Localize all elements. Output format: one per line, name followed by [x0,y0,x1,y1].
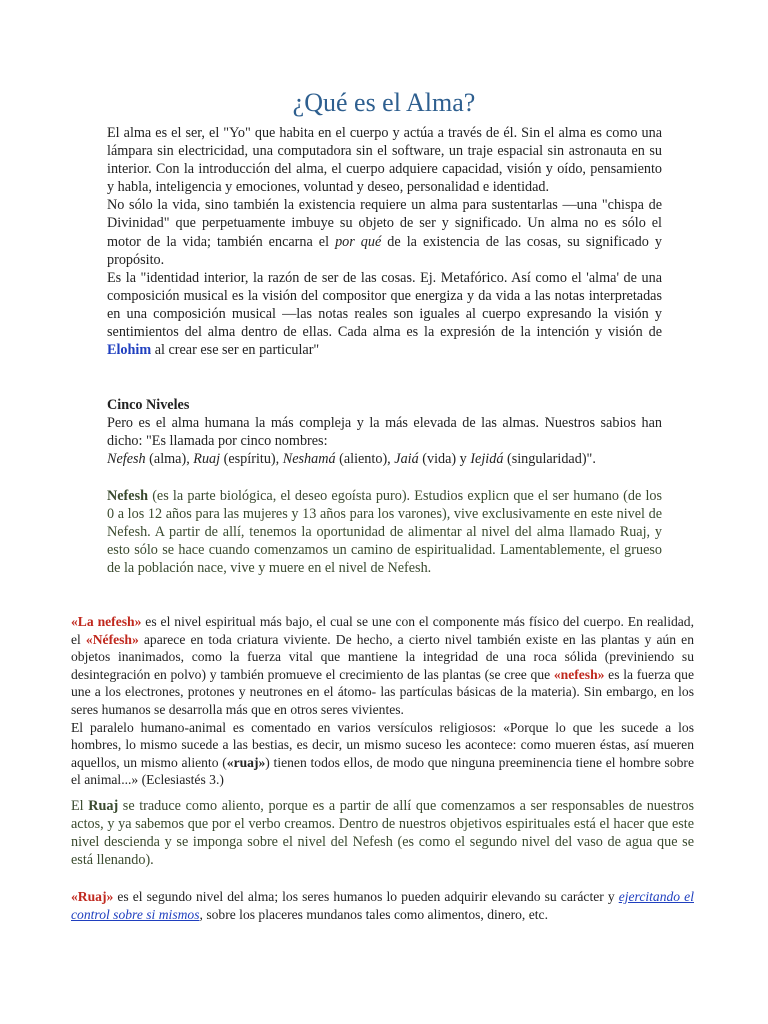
eclesiastes-paragraph [71,719,694,789]
intro-paragraph-3 [107,269,662,359]
ruaj-detail-text-a: es el segundo nivel del alma; los seres humanos lo pueden adquirir elevando su carácter y [113,889,619,904]
elohim-link[interactable]: Elohim [107,342,152,359]
nefesh-paragraph [107,487,662,577]
nivel-neshama-gloss: (aliento), [335,451,395,468]
nivel-neshama: Neshamá [282,451,336,468]
ruaj-detail-paragraph [71,888,694,923]
nefesh-detail-paragraph [71,613,694,719]
ruaj-term: Ruaj [88,798,119,814]
nefesh-term-2: «Néfesh» [85,631,139,647]
eclesiastes-text-b: ) tienen todos ellos, de modo que ninguna preeminencia tiene el hombre sobre el animal...» (Eclesiastés 3.) [71,754,694,788]
control-link[interactable]: ejercitando el control sobre si mismos [71,889,694,922]
ruaj-text-a: El [71,798,89,814]
ruaj-section [71,797,694,869]
intro-paragraph-1: El alma es el ser, el "Yo" que habita en el cuerpo y actúa a través de él. Sin el alma es como una lámpara sin electricidad, una computadora sin el software, un traje espacial sin astronauta en su interior. Con la introducción del alma, el cuerpo adquiere capacidad, visión y oído, pensamiento y habla, inteligencia y emociones, voluntad y deseo, personalidad e identidad. [107,125,662,196]
intro-p2-text-a: No sólo la vida, sino también la existencia requiere un alma para sustentarlas —una "chispa de Divinidad" que perpetuamente imbuye su objeto de ser y significado. Un alma no es sólo el motor de la vida; también encarna el [107,197,662,250]
ruaj-paragraph [71,797,694,869]
niveles-heading-text: Cinco Niveles [107,397,190,413]
nivel-ruaj-gloss: (espíritu), [220,451,283,468]
ruaj-quote-term: «ruaj» [226,754,266,770]
intro-p3-text-a: Es la "identidad interior, la razón de ser de las cosas. Ej. Metafórico. Así como el 'alma' de una composición musical es la visión del compositor que energiza y da vida a las notas interpretadas en una composición musical —las notas reales son iguales al cuerpo expresando la visión y sentimientos del alma dentro de ellas. Cada alma es la expresión de la intención y visión de [107,269,662,341]
nefesh-detail-text-2: aparece en toda criatura viviente. De hecho, a cierto nivel también existe en las plantas y aún en objetos inanimados, como la fuerza vital que mantiene la integridad de una roca sólida (previniendo su desintegración en polvo) y también promueve el crecimiento de las plantas (se cree que [71,631,695,682]
eclesiastes-text-a: El paralelo humano-animal es comentado en varios versículos religiosos: «Porque lo que les sucede a los hombres, lo mismo sucede a las bestias, es decir, un mismo suceso les acontece: como mueren éstas, así mueren aquellos, un mismo aliento ( [71,719,694,770]
intro-p2-italic: por qué [335,233,382,250]
intro-p2-text-b: de la existencia de las cosas, su significado y propósito. [107,233,662,268]
intro-paragraph-2 [107,196,662,268]
nivel-ruaj: Ruaj [193,451,221,468]
nefesh-term-3: «nefesh» [553,666,605,682]
nefesh-term: Nefesh [107,488,148,504]
nivel-jaia-gloss: (vida) y [418,451,471,468]
niveles-text: Pero es el alma humana la más compleja y la más elevada de las almas. Nuestros sabios han dicho: "Es llamada por cinco nombres: [107,415,662,450]
nivel-nefesh: Nefesh [107,451,146,468]
intro-section [107,124,662,359]
nefesh-section [107,487,662,577]
ruaj-quoted-term: «Ruaj» [71,889,114,904]
page-title: ¿Qué es el Alma? [292,88,476,117]
niveles-heading [107,396,662,414]
nefesh-detail-text-3: es la fuerza que une a los electrones, protones y neutrones en el átomo- las partículas básicas de la materia). Sin embargo, en los seres humanos se desarrolla más que en otros seres vivientes. [71,666,694,717]
nivel-iejida: Iejidá [470,451,504,468]
niveles-list [107,450,662,468]
nivel-nefesh-gloss: (alma), [145,451,194,468]
nivel-jaia: Jaiá [394,451,419,468]
ruaj-detail-section [71,888,694,923]
ruaj-text-b: se traduce como aliento, porque es a partir de allí que comenzamos a ser responsables de nuestros actos, y ya sabemos que por el verbo creamos. Dentro de nuestros objetivos espirituales está el hacer que este nivel descienda y se imponga sobre el nivel del Nefesh (es como el segundo nivel del vaso de agua que se está llenando). [71,798,695,869]
nivel-iejida-gloss: (singularidad)". [503,451,596,468]
intro-p3-text-b: al crear ese ser en particular" [151,342,320,359]
nefesh-detail-text-1: es el nivel espiritual más bajo, el cual se une con el componente más físico del cuerpo. En realidad, el [71,614,694,647]
niveles-section [107,396,662,468]
nefesh-detail-section [71,613,694,789]
ruaj-detail-text-b: , sobre los placeres mundanos tales como alimentos, dinero, etc. [199,906,548,922]
nefesh-text: (es la parte biológica, el deseo egoísta puro). Estudios explicn que el ser humano (de los 0 a los 12 años para las mujeres y 13 años para los varones), vive exclusivamente en este nivel de Nefesh. A partir de allí, tenemos la oportunidad de alimentar al nivel del alma llamado Ruaj, y esto sólo se hace cuando comenzamos un camino de espiritualidad. Lamentablemente, el grueso de la población nace, vive y muere en el nivel de Nefesh. [107,488,662,577]
la-nefesh-term: «La nefesh» [71,614,142,629]
